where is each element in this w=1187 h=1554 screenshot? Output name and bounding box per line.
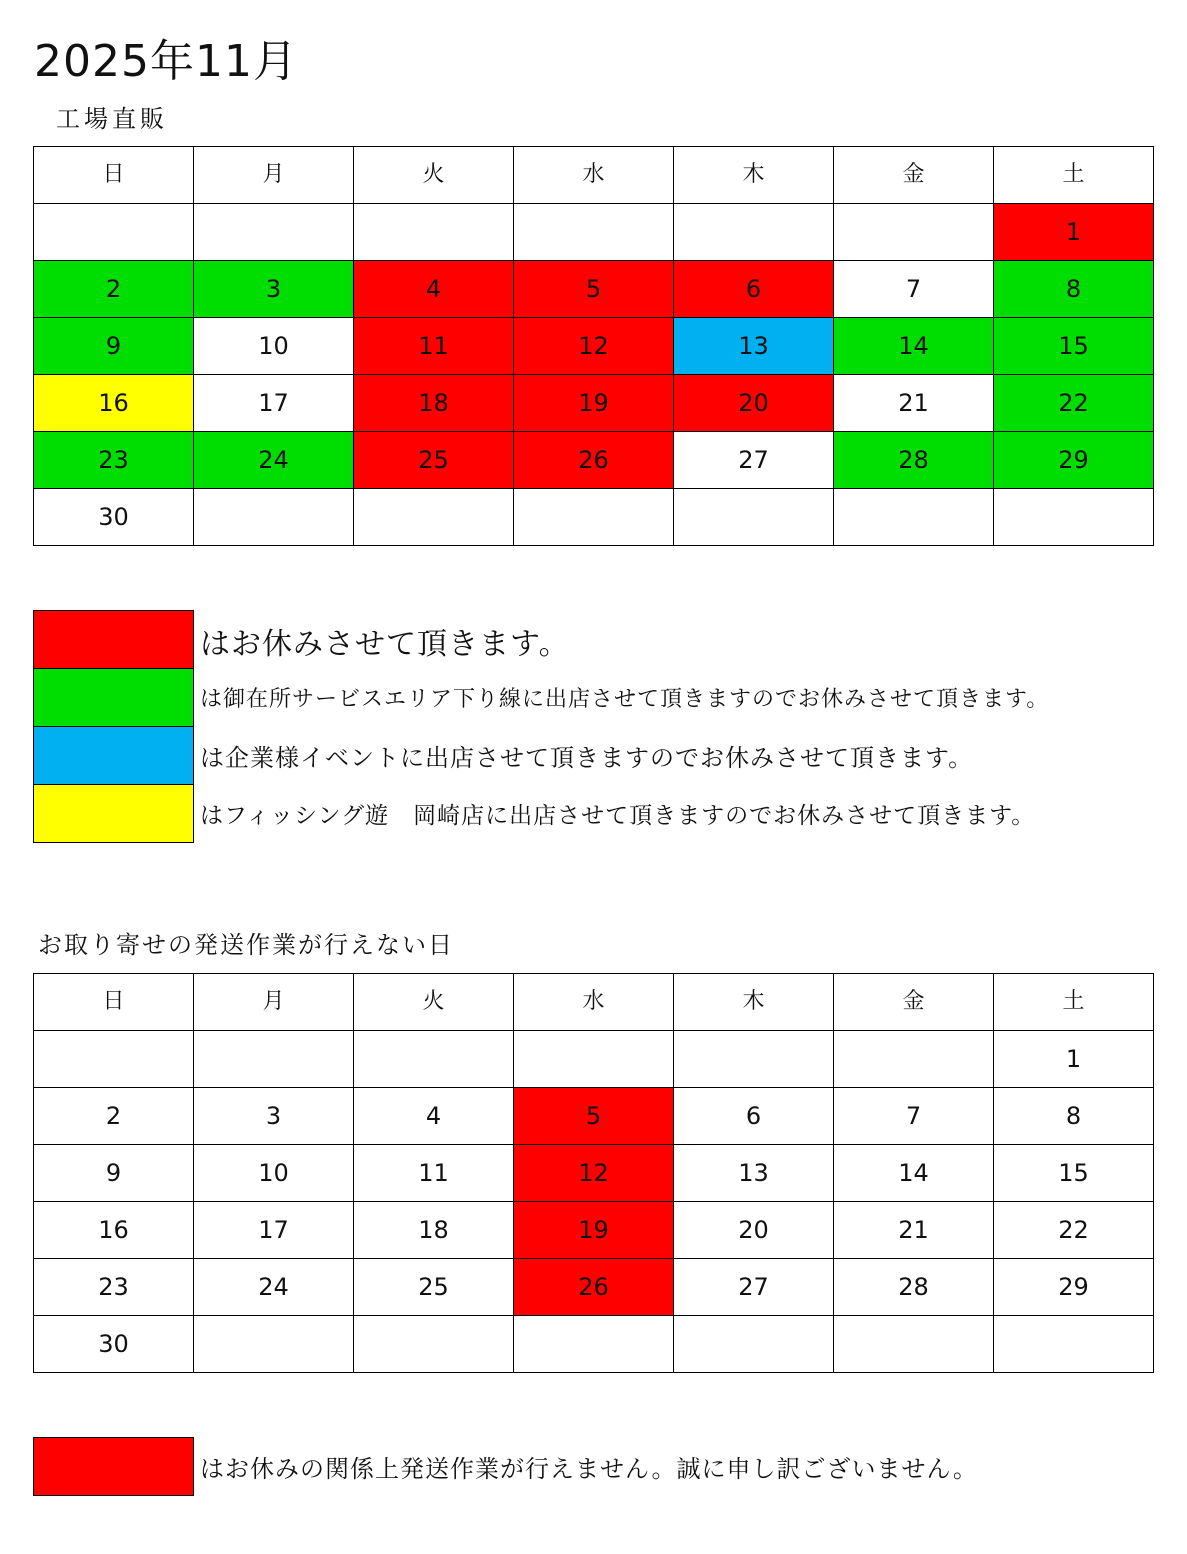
empty-day-cell bbox=[834, 489, 994, 546]
empty-day-cell bbox=[194, 489, 354, 546]
week-row bbox=[34, 1259, 1154, 1316]
day-cell: 10 bbox=[194, 318, 354, 375]
day-cell: 20 bbox=[674, 375, 834, 432]
weekday-header: 土 bbox=[994, 147, 1154, 204]
empty-day-cell bbox=[674, 1316, 834, 1373]
empty-day-cell bbox=[674, 1031, 834, 1088]
day-cell: 7 bbox=[834, 261, 994, 318]
day-cell: 15 bbox=[994, 318, 1154, 375]
empty-day-cell bbox=[834, 204, 994, 261]
empty-day-cell bbox=[354, 489, 514, 546]
empty-day-cell bbox=[194, 1316, 354, 1373]
empty-day-cell bbox=[994, 1316, 1154, 1373]
day-cell: 11 bbox=[354, 1145, 514, 1202]
day-cell: 8 bbox=[994, 261, 1154, 318]
weekday-header: 火 bbox=[354, 147, 514, 204]
empty-day-cell bbox=[354, 1031, 514, 1088]
legend1-text-gozaisho: は御在所サービスエリア下り線に出店させて頂きますのでお休みさせて頂きます。 bbox=[200, 686, 1050, 712]
week-row bbox=[34, 1088, 1154, 1145]
day-cell: 30 bbox=[34, 489, 194, 546]
day-cell: 13 bbox=[674, 318, 834, 375]
weekday-header: 日 bbox=[34, 974, 194, 1031]
week-row bbox=[34, 375, 1154, 432]
weekday-header-row bbox=[34, 974, 1154, 1031]
weekday-header: 土 bbox=[994, 974, 1154, 1031]
legend1-text-closed: はお休みさせて頂きます。 bbox=[200, 627, 570, 662]
weekday-header: 月 bbox=[194, 974, 354, 1031]
day-cell: 18 bbox=[354, 375, 514, 432]
empty-day-cell bbox=[514, 1316, 674, 1373]
day-cell: 11 bbox=[354, 318, 514, 375]
empty-day-cell bbox=[514, 204, 674, 261]
day-cell: 19 bbox=[514, 375, 674, 432]
day-cell: 6 bbox=[674, 1088, 834, 1145]
empty-day-cell bbox=[834, 1316, 994, 1373]
day-cell: 21 bbox=[834, 375, 994, 432]
day-cell: 18 bbox=[354, 1202, 514, 1259]
week-row bbox=[34, 489, 1154, 546]
day-cell: 19 bbox=[514, 1202, 674, 1259]
calendar1-table bbox=[33, 146, 1154, 546]
day-cell: 26 bbox=[514, 432, 674, 489]
empty-day-cell bbox=[194, 1031, 354, 1088]
week-row bbox=[34, 1031, 1154, 1088]
calendar2-subtitle: お取り寄せの発送作業が行えない日 bbox=[38, 931, 454, 959]
day-cell: 23 bbox=[34, 1259, 194, 1316]
week-row bbox=[34, 261, 1154, 318]
day-cell: 6 bbox=[674, 261, 834, 318]
empty-day-cell bbox=[994, 489, 1154, 546]
day-cell: 24 bbox=[194, 1259, 354, 1316]
page-title: 2025年11月 bbox=[34, 36, 298, 87]
day-cell: 12 bbox=[514, 318, 674, 375]
legend-swatch-blue bbox=[33, 726, 194, 785]
day-cell: 23 bbox=[34, 432, 194, 489]
weekday-header: 火 bbox=[354, 974, 514, 1031]
day-cell: 15 bbox=[994, 1145, 1154, 1202]
day-cell: 4 bbox=[354, 261, 514, 318]
legend-swatch-green bbox=[33, 668, 194, 727]
empty-day-cell bbox=[354, 204, 514, 261]
day-cell: 29 bbox=[994, 432, 1154, 489]
day-cell: 21 bbox=[834, 1202, 994, 1259]
week-row bbox=[34, 1202, 1154, 1259]
day-cell: 9 bbox=[34, 1145, 194, 1202]
legend-swatch-red bbox=[33, 1437, 194, 1496]
day-cell: 27 bbox=[674, 432, 834, 489]
weekday-header-row bbox=[34, 147, 1154, 204]
weekday-header: 金 bbox=[834, 974, 994, 1031]
day-cell: 26 bbox=[514, 1259, 674, 1316]
day-cell: 28 bbox=[834, 432, 994, 489]
empty-day-cell bbox=[194, 204, 354, 261]
day-cell: 1 bbox=[994, 204, 1154, 261]
day-cell: 29 bbox=[994, 1259, 1154, 1316]
weekday-header: 月 bbox=[194, 147, 354, 204]
day-cell: 20 bbox=[674, 1202, 834, 1259]
day-cell: 24 bbox=[194, 432, 354, 489]
day-cell: 5 bbox=[514, 261, 674, 318]
legend1-text-corporate-event: は企業様イベントに出店させて頂きますのでお休みさせて頂きます。 bbox=[200, 743, 974, 772]
legend-swatch-red bbox=[33, 610, 194, 669]
calendar2-table bbox=[33, 973, 1154, 1373]
day-cell: 30 bbox=[34, 1316, 194, 1373]
day-cell: 28 bbox=[834, 1259, 994, 1316]
week-row bbox=[34, 1316, 1154, 1373]
empty-day-cell bbox=[354, 1316, 514, 1373]
weekday-header: 日 bbox=[34, 147, 194, 204]
day-cell: 4 bbox=[354, 1088, 514, 1145]
empty-day-cell bbox=[674, 489, 834, 546]
empty-day-cell bbox=[34, 1031, 194, 1088]
week-row bbox=[34, 318, 1154, 375]
day-cell: 16 bbox=[34, 1202, 194, 1259]
day-cell: 13 bbox=[674, 1145, 834, 1202]
day-cell: 5 bbox=[514, 1088, 674, 1145]
day-cell: 7 bbox=[834, 1088, 994, 1145]
weekday-header: 木 bbox=[674, 147, 834, 204]
day-cell: 22 bbox=[994, 1202, 1154, 1259]
day-cell: 25 bbox=[354, 1259, 514, 1316]
calendar1-subtitle: 工場直販 bbox=[56, 105, 168, 133]
day-cell: 3 bbox=[194, 1088, 354, 1145]
week-row bbox=[34, 1145, 1154, 1202]
day-cell: 2 bbox=[34, 261, 194, 318]
legend1-item-red bbox=[33, 610, 570, 668]
day-cell: 8 bbox=[994, 1088, 1154, 1145]
legend2-text-no-shipping: はお休みの関係上発送作業が行えません。誠に申し訳ございません。 bbox=[200, 1454, 978, 1483]
weekday-header: 金 bbox=[834, 147, 994, 204]
day-cell: 12 bbox=[514, 1145, 674, 1202]
day-cell: 14 bbox=[834, 1145, 994, 1202]
day-cell: 17 bbox=[194, 1202, 354, 1259]
empty-day-cell bbox=[514, 489, 674, 546]
empty-day-cell bbox=[674, 204, 834, 261]
day-cell: 22 bbox=[994, 375, 1154, 432]
empty-day-cell bbox=[834, 1031, 994, 1088]
day-cell: 3 bbox=[194, 261, 354, 318]
day-cell: 27 bbox=[674, 1259, 834, 1316]
day-cell: 9 bbox=[34, 318, 194, 375]
legend-swatch-yellow bbox=[33, 784, 194, 843]
weekday-header: 木 bbox=[674, 974, 834, 1031]
legend1-item-yellow bbox=[33, 784, 1035, 842]
day-cell: 1 bbox=[994, 1031, 1154, 1088]
weekday-header: 水 bbox=[514, 974, 674, 1031]
day-cell: 2 bbox=[34, 1088, 194, 1145]
legend1-item-blue bbox=[33, 726, 973, 784]
empty-day-cell bbox=[34, 204, 194, 261]
day-cell: 16 bbox=[34, 375, 194, 432]
empty-day-cell bbox=[514, 1031, 674, 1088]
legend2-item-red bbox=[33, 1437, 978, 1495]
day-cell: 25 bbox=[354, 432, 514, 489]
day-cell: 17 bbox=[194, 375, 354, 432]
day-cell: 10 bbox=[194, 1145, 354, 1202]
week-row bbox=[34, 204, 1154, 261]
weekday-header: 水 bbox=[514, 147, 674, 204]
day-cell: 14 bbox=[834, 318, 994, 375]
legend1-item-green bbox=[33, 668, 1049, 726]
week-row bbox=[34, 432, 1154, 489]
legend1-text-fishing-yu: はフィッシング遊 岡崎店に出店させて頂きますのでお休みさせて頂きます。 bbox=[200, 802, 1036, 829]
